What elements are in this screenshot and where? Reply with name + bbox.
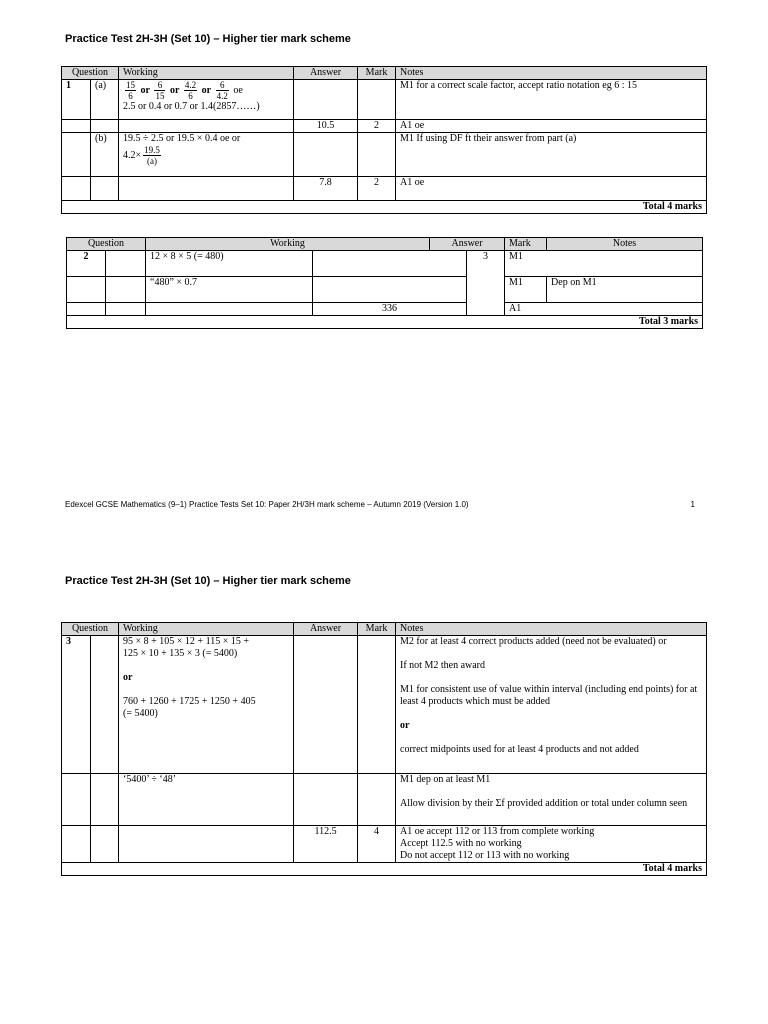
header-working: Working: [146, 238, 430, 251]
total-marks: Total 4 marks: [62, 201, 707, 214]
answer-cell: 336: [313, 303, 467, 316]
answer-cell: 112.5: [294, 826, 358, 863]
working-cell: 19.5 ÷ 2.5 or 19.5 × 0.4 oe or 4.2× $\frac{19.5}{(a)}$: [119, 133, 294, 177]
header-mark: Mark: [358, 67, 396, 80]
header-working: Working: [119, 67, 294, 80]
question-part: (b): [91, 133, 119, 177]
mark-cell: 2: [358, 120, 396, 133]
page-title: Practice Test 2H-3H (Set 10) – Higher tier mark scheme: [65, 33, 351, 45]
mark-scheme-table-q1: [61, 66, 707, 214]
header-working: Working: [119, 623, 294, 636]
mark-cell: 3: [467, 251, 505, 316]
header-answer: Answer: [294, 623, 358, 636]
notes-cell: Dep on M1: [547, 277, 703, 303]
notes-cell: M2 for at least 4 correct products added (need not be evaluated) or If not M2 then award M1 for consistent use of value within interval (including end points) for at least 4 products which must be added or correct midpoints used for at least 4 products and not added: [396, 636, 707, 774]
working-cell: 12 × 8 × 5 (= 480): [146, 251, 313, 277]
fraction: $\frac{6}{15}$: [155, 80, 165, 101]
header-question: Question: [67, 238, 146, 251]
page-footer: [65, 500, 695, 509]
fraction: $\frac{4.2}{6}$: [184, 80, 197, 101]
mark-scheme-table-q3: [61, 622, 707, 876]
notes-cell: A1 oe: [396, 120, 707, 133]
header-mark: Mark: [358, 623, 396, 636]
notes-cell: M1: [505, 251, 703, 277]
mark-cell: 2: [358, 177, 396, 201]
header-notes: Notes: [396, 67, 707, 80]
question-number: 1: [62, 80, 91, 120]
header-question: Question: [62, 67, 119, 80]
header-notes: Notes: [396, 623, 707, 636]
notes-cell: M1 dep on at least M1 Allow division by their Σf provided addition or total under column seen: [396, 774, 707, 826]
page-number: 1: [690, 500, 695, 509]
question-number: 2: [67, 251, 106, 277]
mark-scheme-table-q2: [66, 237, 703, 329]
answer-cell: 7.8: [294, 177, 358, 201]
header-question: Question: [62, 623, 119, 636]
notes-cell: A1 oe: [396, 177, 707, 201]
fraction: $\frac{15}{6}$: [126, 80, 136, 101]
answer-cell: 10.5: [294, 120, 358, 133]
notes-cell: M1 If using DF ft their answer from part (a): [396, 133, 707, 177]
page-title: Practice Test 2H-3H (Set 10) – Higher tier mark scheme: [65, 575, 351, 587]
notes-cell: A1 oe accept 112 or 113 from complete working Accept 112.5 with no working Do not accept 112 or 113 with no working: [396, 826, 707, 863]
total-marks: Total 4 marks: [62, 863, 707, 876]
notes-cell: M1: [505, 277, 547, 303]
header-mark: Mark: [505, 238, 547, 251]
total-marks: Total 3 marks: [67, 316, 703, 329]
header-notes: Notes: [547, 238, 703, 251]
question-part: (a): [91, 80, 119, 120]
footer-text: Edexcel GCSE Mathematics (9–1) Practice Tests Set 10: Paper 2H/3H mark scheme – Autumn 2019 (Version 1.0): [65, 500, 469, 509]
header-answer: Answer: [294, 67, 358, 80]
fraction: $\frac{19.5}{(a)}$: [144, 145, 160, 166]
mark-cell: 4: [358, 826, 396, 863]
question-number: 3: [62, 636, 91, 774]
working-cell: “480” × 0.7: [146, 277, 313, 303]
working-cell: ‘5400’ ÷ ‘48’: [119, 774, 294, 826]
header-answer: Answer: [430, 238, 505, 251]
fraction: $\frac{6}{4.2}$: [216, 80, 228, 101]
notes-cell: A1: [505, 303, 703, 316]
working-line: 2.5 or 0.4 or 0.7 or 1.4(2857……): [123, 101, 260, 112]
working-cell: 95 × 8 + 105 × 12 + 115 × 15 + 125 × 10 + 135 × 3 (= 5400) or 760 + 1260 + 1725 + 1250 + 405 (= 5400): [119, 636, 294, 774]
notes-cell: M1 for a correct scale factor, accept ratio notation eg 6 : 15: [396, 80, 707, 120]
working-cell: $\frac{15}{6}$ or $\frac{6}{15}$ or $\frac{4.2}{6}$ or $\frac{6}{4.2}$ oe 2.5 or 0.4 or 0.7 or 1.4(2857……): [119, 80, 294, 120]
